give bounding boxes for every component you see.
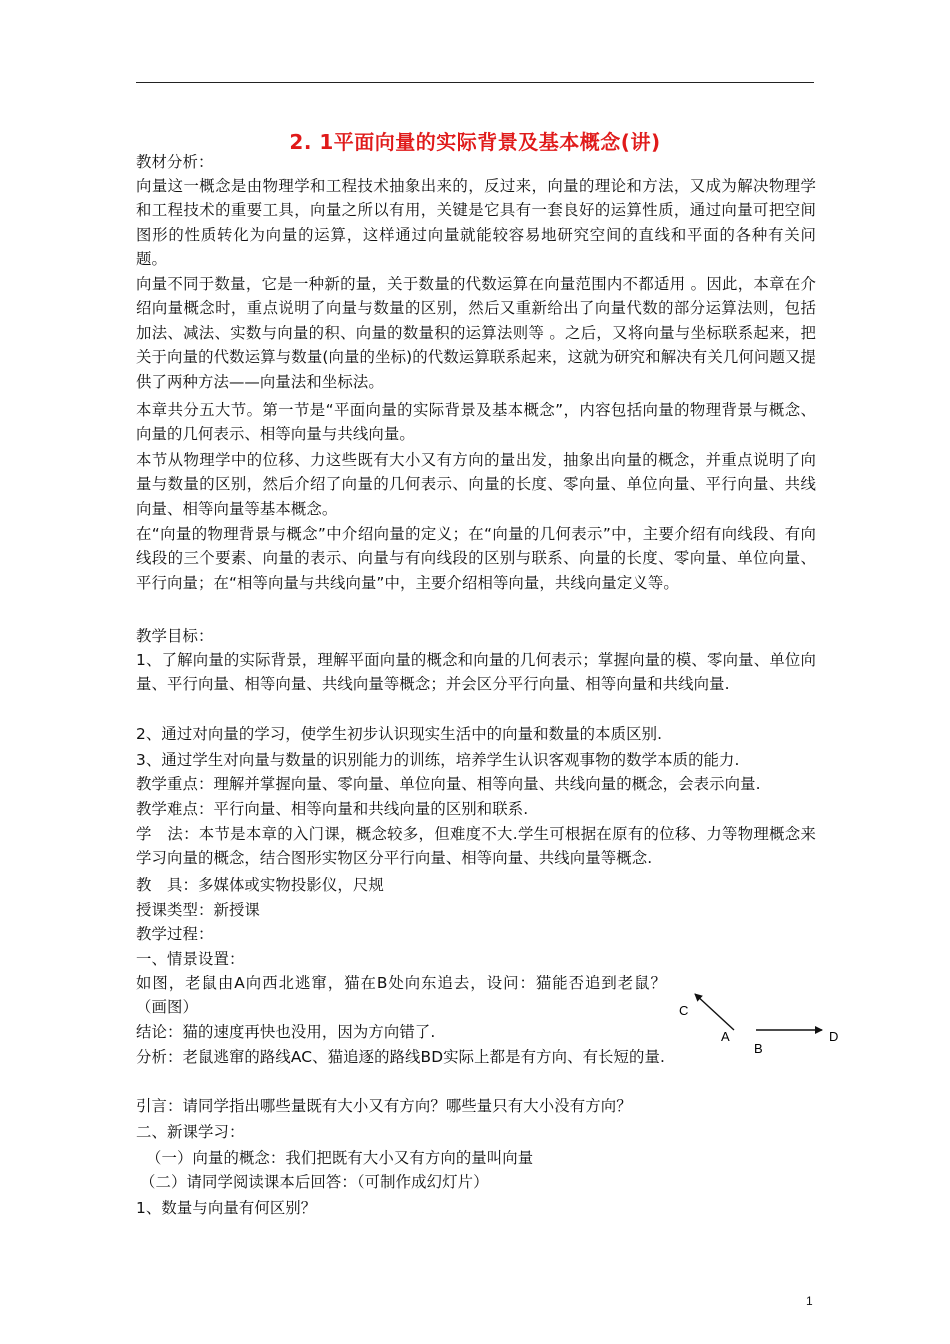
- header-rule: [136, 82, 814, 83]
- paragraph-1: 向量这一概念是由物理学和工程技术抽象出来的，反过来，向量的理论和方法，又成为解决物理学和工程技术的重要工具，向量之所以有用，关键是它具有一套良好的运算性质，通过向量可把空间图形的性质转化为向量的运算，这样通过向量就能较容易地研究空间的直线和平面的各种有关问题。: [136, 177, 816, 269]
- conclusion: 结论：猫的速度再快也没用，因为方向错了.: [136, 1023, 436, 1041]
- heading-textbook-analysis: 教材分析：: [136, 153, 214, 171]
- question-1: 1、数量与向量有何区别？: [136, 1199, 317, 1217]
- label-b: B: [754, 1041, 763, 1056]
- label-d: D: [829, 1029, 839, 1044]
- page-number: 1: [806, 1294, 813, 1308]
- reading-instruction: （二）请同学阅读课本后回答：（可制作成幻灯片）: [140, 1173, 489, 1191]
- vector-diagram: [670, 990, 850, 1060]
- concept-definition: （一）向量的概念：我们把既有大小又有方向的量叫向量: [146, 1149, 534, 1167]
- heading-teaching-goals: 教学目标：: [136, 627, 214, 645]
- page-title: 2. 1平面向量的实际背景及基本概念(讲): [289, 130, 661, 154]
- paragraph-2: 向量不同于数量，它是一种新的量，关于数量的代数运算在向量范围内不都适用 。因此，本章在介绍向量概念时，重点说明了向量与数量的区别，然后又重新给出了向量代数的部分运算法则，包括加法、减法、实数与向量的积、向量的数量积的运算法则等 。之后，又将向量与坐标联系起来，把关于向量的代数运算与数量(向量的坐标)的代数运算联系起来，这就为研究和解决有关几何问题又提供了两种方法——向量法和坐标法。: [136, 275, 816, 391]
- goal-2: 2、通过对向量的学习，使学生初步认识现实生活中的向量和数量的本质区别.: [136, 725, 663, 743]
- analysis: 分析：老鼠逃窜的路线AC、猫追逐的路线BD实际上都是有方向、有长短的量.: [136, 1048, 666, 1066]
- teaching-tools: 教 具：多媒体或实物投影仪，尺规: [136, 876, 384, 894]
- heading-teaching-process: 教学过程：: [136, 925, 214, 943]
- label-a: A: [721, 1029, 730, 1044]
- heading-new-lesson: 二、新课学习：: [136, 1123, 245, 1141]
- goal-3: 3、通过学生对向量与数量的识别能力的训练，培养学生认识客观事物的数学本质的能力.: [136, 751, 740, 769]
- label-c: C: [679, 1003, 689, 1018]
- paragraph-3: 本章共分五大节。第一节是“平面向量的实际背景及基本概念”，内容包括向量的物理背景与概念、向量的几何表示、相等向量与共线向量。: [136, 401, 816, 444]
- paragraph-4: 本节从物理学中的位移、力这些既有大小又有方向的量出发，抽象出向量的概念，并重点说明了向量与数量的区别，然后介绍了向量的几何表示、向量的长度、零向量、单位向量、平行向量、共线向量、相等向量等基本概念。: [136, 451, 816, 518]
- introduction: 引言：请同学指出哪些量既有大小又有方向？哪些量只有大小没有方向？: [136, 1097, 632, 1115]
- goal-1: 1、了解向量的实际背景，理解平面向量的概念和向量的几何表示；掌握向量的模、零向量、单位向量、平行向量、相等向量、共线向量等概念；并会区分平行向量、相等向量和共线向量.: [136, 651, 816, 694]
- difficulties: 教学难点：平行向量、相等向量和共线向量的区别和联系.: [136, 800, 529, 818]
- lesson-type: 授课类型：新授课: [136, 901, 260, 919]
- heading-scenario: 一、情景设置：: [136, 950, 245, 968]
- scenario-question: 如图，老鼠由A向西北逃窜，猫在B处向东追去，设问：猫能否追到老鼠？（画图）: [136, 974, 666, 1017]
- key-points: 教学重点：理解并掌握向量、零向量、单位向量、相等向量、共线向量的概念，会表示向量.: [136, 775, 761, 793]
- vector-ac-arrow: [695, 994, 734, 1030]
- study-method: 学 法：本节是本章的入门课，概念较多，但难度不大.学生可根据在原有的位移、力等物理概念来学习向量的概念，结合图形实物区分平行向量、相等向量、共线向量等概念.: [136, 825, 816, 868]
- paragraph-5: 在“向量的物理背景与概念”中介绍向量的定义；在“向量的几何表示”中，主要介绍有向线段、有向线段的三个要素、向量的表示、向量与有向线段的区别与联系、向量的长度、零向量、单位向量、平行向量；在“相等向量与共线向量”中，主要介绍相等向量，共线向量定义等。: [136, 525, 816, 592]
